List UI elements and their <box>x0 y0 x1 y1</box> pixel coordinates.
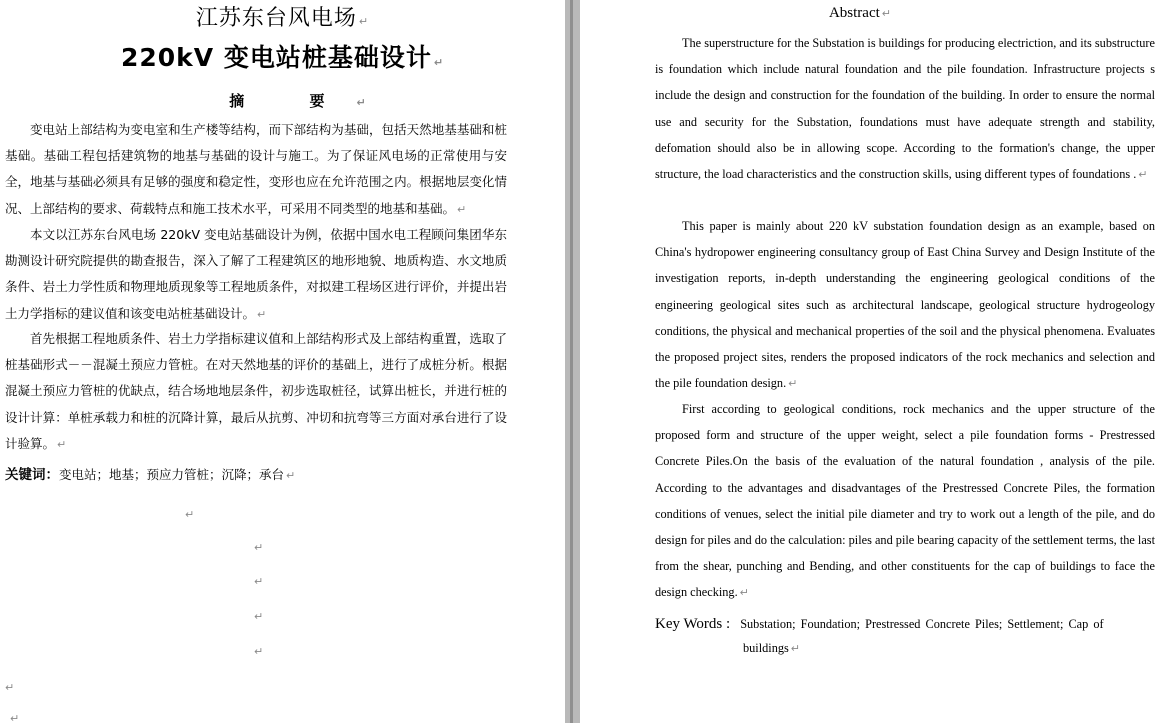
en-keywords-text: Substation; Foundation; Prestressed Concrete Piles; Settlement; Cap of <box>740 617 1104 631</box>
empty-paragraph-mark: ↵ <box>254 541 264 554</box>
cn-paragraph: 首先根据工程地质条件、岩土力学指标建议值和上部结构形式及上部结构重置，选取了桩基础形式－－混凝土预应力管桩。在对天然地基的评价的基础上，进行了成桩分析。根据混凝土预应力管桩的优缺点，结合场地地层条件，初步选取桩径，试算出桩长，并进行桩的设计计算：单桩承载力和桩的沉降计算，最后从抗剪、冲切和抗弯等三方面对承台进行了设计验算。 ↵ <box>5 331 507 451</box>
en-paragraph: First according to geological conditions, rock mechanics and the upper structure of the proposed form and structure of the upper weight, select a pile foundation forms - Prestressed Concrete Piles.On the basis of the evaluation of the natural foundation , analysis of the pile. According to the advantages and disadvantages of the Prestressed Concrete Piles, the formation conditions of venues, select the initial pile diameter and try to work out a length of the pile, and do design for piles and do the calculation: piles and pile bearing capacity of the settlement terms, the last from the shear, punching and Bending, and other constituents for the cap of buildings to face the design checking. ↵ <box>655 402 1155 600</box>
page-edge <box>570 0 573 723</box>
en-paragraph: The superstructure for the Substation is buildings for producing electriction, and its substructure is foundation which include natural foundation and the pile foundation. Infrastructure projects s include the design and construction for the foundation of the building. In order to ensure the normal use and security for the Substation, foundations must have adequate strength and stability, defomation should also be in allowing scope. According to the formation's change, the upper structure, the load characteristics and the construction skills, using different types of foundations . ↵ <box>655 36 1155 182</box>
cn-keywords-label: 关键词： <box>5 467 59 483</box>
page-gutter <box>565 0 580 723</box>
cn-keywords-text: 变电站；地基；预应力管桩；沉降；承台 <box>59 467 285 482</box>
en-keywords-continuation: buildings ↵ <box>743 641 800 655</box>
empty-paragraph-mark: ↵ <box>185 508 195 521</box>
empty-paragraph-mark: ↵ <box>254 645 264 658</box>
cn-keywords: 关键词：变电站；地基；预应力管桩；沉降；承台 ↵ <box>5 467 296 483</box>
cn-paragraph: 变电站上部结构为变电室和生产楼等结构，而下部结构为基础，包括天然地基基础和桩基础。基础工程包括建筑物的地基与基础的设计与施工。为了保证风电场的正常使用与安全，地基与基础必须具有足够的强度和稳定性，变形也应在允许范围之内。根据地层变化情况、上部结构的要求、荷载特点和施工技术水平，可采用不同类型的地基和基础。 ↵ <box>5 122 507 216</box>
cn-title-line1: 江苏东台风电场 ↵ <box>195 6 370 31</box>
empty-paragraph-mark: ↵ <box>254 610 264 623</box>
cn-title-line2: 220kV 变电站桩基础设计 ↵ <box>120 43 445 72</box>
cn-paragraph: 本文以江苏东台风电场 220kV 变电站基础设计为例，依据中国水电工程顾问集团华东勘测设计研究院提供的勘查报告，深入了解了工程建筑区的地形地貌、地质构造、水文地质条件、岩土力学性质和物理地质现象等工程地质条件，对拟建工程场区进行评价，并提出岩土力学指标的建议值和该变电站桩基础设计。 ↵ <box>5 227 507 321</box>
empty-paragraph-mark: ↵ <box>254 575 264 588</box>
en-keywords-label: Key Words : <box>655 616 731 632</box>
document-page-english[interactable] <box>580 0 1155 723</box>
en-paragraph: This paper is mainly about 220 kV substation foundation design as an example, based on China's hydropower engineering consultancy group of East China Survey and Design Institute of the investigation reports, in-depth understanding the engineering geological conditions of the engineering geological sites such as architectural landscape, geological structure hydrogeology conditions, the physical and mechanical properties of the soil and the physical phenomena. Evaluates the proposed project sites, renders the proposed indicators of the rock mechanics and selection and the pile foundation design. ↵ <box>655 219 1155 391</box>
en-abstract-heading: Abstract ↵ <box>828 5 892 21</box>
document-page-chinese[interactable] <box>0 0 565 723</box>
empty-paragraph-mark: ↵ <box>10 712 20 723</box>
empty-paragraph-mark: ↵ <box>5 681 15 694</box>
cn-abstract-heading: 摘 要 ↵ <box>229 92 366 110</box>
en-keywords <box>655 610 1155 639</box>
